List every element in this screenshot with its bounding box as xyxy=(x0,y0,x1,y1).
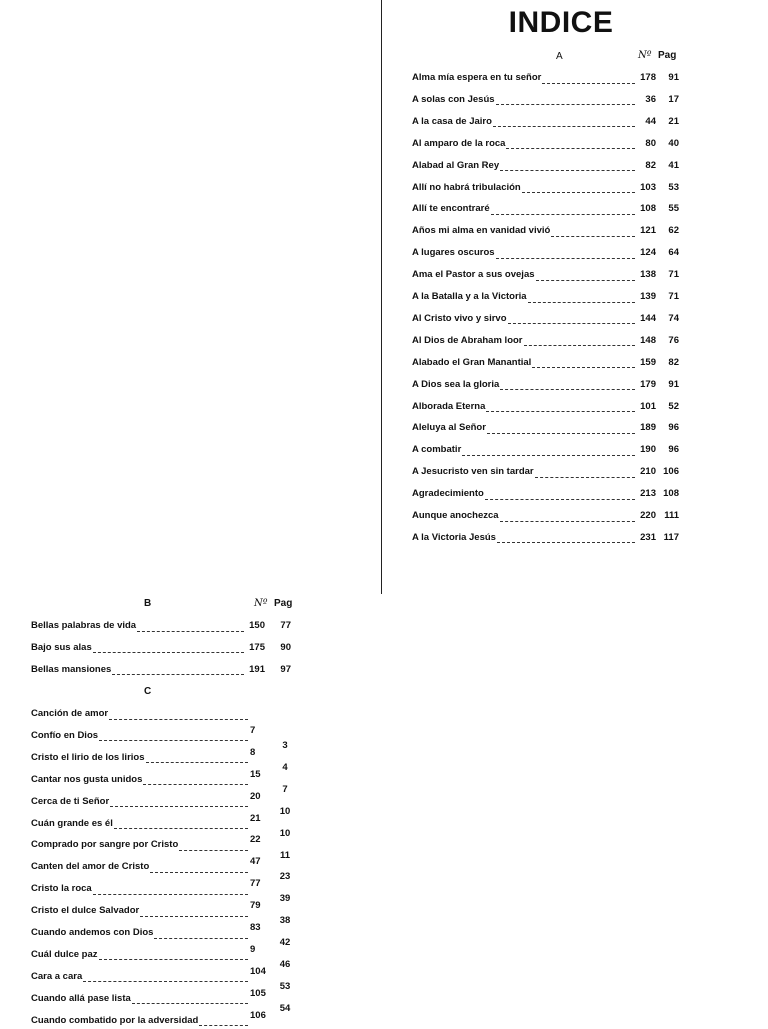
entry-page: 41 xyxy=(668,159,679,171)
entry-title: Canten del amor de Cristo xyxy=(31,861,150,873)
index-row xyxy=(31,620,265,634)
index-row xyxy=(412,225,656,239)
index-row xyxy=(31,861,249,875)
entry-title: Cantar nos gusta unidos xyxy=(31,773,143,785)
entry-title: Canción de amor xyxy=(31,708,109,719)
entry-title: A la Victoria Jesús xyxy=(412,531,496,543)
index-row xyxy=(31,796,249,810)
dot-leader xyxy=(500,381,635,390)
entry-title: Al Dios de Abraham loor xyxy=(412,334,523,346)
dot-leader xyxy=(143,776,248,785)
index-row xyxy=(31,642,265,656)
index-row xyxy=(31,971,249,985)
entry-title: Cristo el lirio de los lirios xyxy=(31,751,145,763)
index-row xyxy=(412,422,656,436)
entry-page: 23 xyxy=(279,871,291,883)
section-b-letter: B xyxy=(144,598,152,609)
entry-title: Cuando andemos con Dios xyxy=(31,927,154,938)
dot-leader xyxy=(99,732,248,741)
index-row xyxy=(31,818,249,832)
entry-title: Alabado el Gran Manantial xyxy=(412,356,532,368)
index-row xyxy=(412,72,656,86)
entry-title: Aunque anochezca xyxy=(412,510,499,521)
dot-leader xyxy=(112,666,244,675)
entry-title: A Dios sea la gloria xyxy=(412,378,500,390)
entry-page: 71 xyxy=(668,269,679,281)
entry-number: 80 xyxy=(645,137,656,149)
entry-title: Cuando combatido por la adversidad xyxy=(31,1014,199,1026)
entry-page: 108 xyxy=(663,488,679,500)
entry-title: A solas con Jesús xyxy=(412,93,495,105)
entry-number: 8 xyxy=(250,746,256,758)
dot-leader xyxy=(496,250,635,259)
entry-number: 210 xyxy=(640,466,656,478)
entry-title: Alabad al Gran Rey xyxy=(412,159,500,171)
section-b-page-header: Pag xyxy=(274,598,293,609)
index-row xyxy=(31,708,249,722)
entry-title: Cara a cara xyxy=(31,970,83,982)
entry-title: Al amparo de la roca xyxy=(412,137,506,149)
dot-leader xyxy=(508,315,635,324)
section-a-number-header: Nº xyxy=(638,50,652,61)
entry-title: Cuál dulce paz xyxy=(31,948,98,960)
dot-leader xyxy=(140,908,248,917)
entry-number: 148 xyxy=(640,334,656,346)
index-row xyxy=(412,379,656,393)
entry-number: 178 xyxy=(640,72,656,83)
index-row xyxy=(412,466,656,480)
entry-title: Bellas palabras de vida xyxy=(31,620,137,631)
entry-page: 55 xyxy=(668,203,679,215)
entry-title: Agradecimiento xyxy=(412,488,484,500)
entry-page: 96 xyxy=(668,444,679,456)
dot-leader xyxy=(493,118,635,127)
index-row xyxy=(412,313,656,327)
entry-number: 144 xyxy=(640,312,656,324)
index-row xyxy=(31,949,249,963)
index-row xyxy=(412,138,656,152)
index-row xyxy=(412,116,656,130)
entry-page: 91 xyxy=(668,72,679,83)
dot-leader xyxy=(146,754,249,763)
entry-title: Alma mía espera en tu señor xyxy=(412,72,542,83)
entry-title: Ama el Pastor a sus ovejas xyxy=(412,269,535,281)
index-row xyxy=(31,927,249,941)
entry-title: Allí no habrá tribulación xyxy=(412,181,521,193)
entry-page: 76 xyxy=(668,334,679,346)
entry-title: Años mi alma en vanidad vivió xyxy=(412,225,551,237)
entry-number: 191 xyxy=(249,663,265,675)
index-row xyxy=(31,839,249,853)
index-row xyxy=(31,883,249,897)
entry-number: 159 xyxy=(640,356,656,368)
entry-page: 91 xyxy=(668,378,679,390)
dot-leader xyxy=(500,513,635,522)
entry-title: Cristo el dulce Salvador xyxy=(31,905,140,917)
dot-leader xyxy=(491,206,635,215)
entry-number: 36 xyxy=(645,93,656,105)
section-b-number-header: Nº xyxy=(254,598,268,609)
index-row xyxy=(412,160,656,174)
entry-number: 189 xyxy=(640,422,656,434)
entry-number: 9 xyxy=(250,943,256,955)
index-row xyxy=(31,664,265,678)
entry-title: Alborada Eterna xyxy=(412,400,486,412)
dot-leader xyxy=(522,184,635,193)
dot-leader xyxy=(150,864,248,873)
dot-leader xyxy=(109,711,248,720)
dot-leader xyxy=(486,403,635,412)
entry-number: 7 xyxy=(250,724,256,736)
entry-page: 11 xyxy=(279,849,291,861)
entry-page: 3 xyxy=(282,740,288,751)
entry-title: Allí te encontraré xyxy=(412,203,490,215)
entry-page: 10 xyxy=(279,805,291,817)
dot-leader xyxy=(535,469,635,478)
entry-page: 4 xyxy=(282,761,288,773)
entry-number: 22 xyxy=(250,834,261,846)
section-c-letter: C xyxy=(144,686,152,697)
dot-leader xyxy=(199,1017,248,1026)
entry-title: Confío en Dios xyxy=(31,729,99,741)
entry-page: 17 xyxy=(668,93,679,105)
dot-leader xyxy=(154,930,248,939)
entry-page: 77 xyxy=(280,620,291,631)
entry-number: 77 xyxy=(250,878,261,890)
entry-number: 150 xyxy=(249,620,265,631)
dot-leader xyxy=(93,886,248,895)
dot-leader xyxy=(83,973,248,982)
entry-page: 54 xyxy=(279,1002,291,1014)
index-row xyxy=(31,774,249,788)
dot-leader xyxy=(93,644,244,653)
entry-number: 15 xyxy=(250,768,261,780)
index-row xyxy=(412,532,656,546)
entry-number: 21 xyxy=(250,812,261,824)
section-a-page-header: Pag xyxy=(658,50,677,61)
entry-title: Al Cristo vivo y sirvo xyxy=(412,312,507,324)
entry-page: 46 xyxy=(279,959,291,970)
entry-title: Cristo la roca xyxy=(31,883,92,895)
divider-line xyxy=(381,0,382,594)
entry-title: Comprado por sangre por Cristo xyxy=(31,839,179,851)
index-row xyxy=(412,247,656,261)
entry-page: 53 xyxy=(279,980,291,992)
entry-title: Cuando allá pase lista xyxy=(31,992,131,1004)
entry-page: 53 xyxy=(668,181,679,193)
entry-page: 90 xyxy=(280,641,291,653)
entry-page: 42 xyxy=(279,937,291,949)
index-row xyxy=(412,357,656,371)
entry-page: 106 xyxy=(663,466,679,478)
entry-title: A combatir xyxy=(412,444,462,456)
index-row xyxy=(412,444,656,458)
entry-page: 38 xyxy=(279,915,291,927)
dot-leader xyxy=(485,491,635,500)
entry-title: Aleluya al Señor xyxy=(412,422,486,434)
entry-page: 117 xyxy=(663,531,679,543)
entry-page: 39 xyxy=(279,893,291,905)
entry-page: 111 xyxy=(664,510,679,521)
page-title: INDICE xyxy=(508,6,614,39)
index-row xyxy=(31,905,249,919)
entry-number: 138 xyxy=(640,269,656,281)
index-row xyxy=(31,1015,249,1029)
entry-number: 124 xyxy=(640,247,656,259)
entry-number: 103 xyxy=(640,181,656,193)
dot-leader xyxy=(532,359,635,368)
entry-page: 96 xyxy=(668,422,679,434)
index-row xyxy=(412,291,656,305)
entry-title: A lugares oscuros xyxy=(412,247,495,259)
entry-number: 79 xyxy=(250,900,261,912)
entry-title: Bellas mansiones xyxy=(31,663,112,675)
entry-page: 21 xyxy=(668,115,679,127)
entry-number: 83 xyxy=(250,922,261,933)
dot-leader xyxy=(99,951,248,960)
dot-leader xyxy=(497,534,635,543)
entry-number: 231 xyxy=(640,531,656,543)
index-row xyxy=(412,401,656,415)
dot-leader xyxy=(487,425,635,434)
entry-number: 220 xyxy=(640,510,656,521)
section-a-letter: A xyxy=(556,51,563,62)
entry-number: 20 xyxy=(250,790,261,802)
index-row xyxy=(412,269,656,283)
index-row xyxy=(412,182,656,196)
dot-leader xyxy=(536,272,635,281)
index-row xyxy=(412,335,656,349)
entry-number: 44 xyxy=(645,115,656,127)
entry-page: 40 xyxy=(668,137,679,149)
entry-page: 74 xyxy=(668,312,679,324)
index-row xyxy=(412,94,656,108)
entry-title: A la casa de Jairo xyxy=(412,115,492,127)
entry-number: 121 xyxy=(640,225,656,237)
entry-number: 101 xyxy=(640,400,656,412)
entry-number: 47 xyxy=(250,856,261,868)
dot-leader xyxy=(528,294,635,303)
dot-leader xyxy=(506,140,635,149)
index-row xyxy=(412,488,656,502)
entry-page: 62 xyxy=(668,225,679,237)
entry-page: 97 xyxy=(280,663,291,675)
index-row xyxy=(412,203,656,217)
dot-leader xyxy=(462,447,635,456)
entry-title: Cuán grande es él xyxy=(31,817,113,829)
entry-title: Cerca de ti Señor xyxy=(31,795,110,807)
entry-page: 71 xyxy=(668,291,679,302)
entry-page: 64 xyxy=(668,247,679,259)
entry-number: 139 xyxy=(640,291,656,302)
index-row xyxy=(412,510,656,524)
dot-leader xyxy=(132,995,248,1004)
dot-leader xyxy=(500,162,635,171)
entry-number: 179 xyxy=(640,378,656,390)
entry-number: 108 xyxy=(640,203,656,215)
entry-number: 190 xyxy=(640,444,656,456)
entry-page: 52 xyxy=(668,400,679,412)
dot-leader xyxy=(524,337,636,346)
entry-page: 82 xyxy=(668,356,679,368)
entry-title: A Jesucristo ven sin tardar xyxy=(412,466,534,478)
entry-title: Bajo sus alas xyxy=(31,641,92,653)
dot-leader xyxy=(179,842,248,851)
dot-leader xyxy=(114,820,248,829)
dot-leader xyxy=(496,96,635,105)
entry-number: 106 xyxy=(250,1009,266,1021)
dot-leader xyxy=(137,623,244,632)
entry-number: 104 xyxy=(250,965,266,977)
dot-leader xyxy=(551,228,635,237)
entry-title: A la Batalla y a la Victoria xyxy=(412,291,527,302)
index-row xyxy=(31,752,249,766)
dot-leader xyxy=(542,75,635,84)
dot-leader xyxy=(110,798,248,807)
entry-page: 10 xyxy=(279,827,291,839)
entry-number: 213 xyxy=(640,488,656,500)
entry-number: 175 xyxy=(249,641,265,653)
index-row xyxy=(31,730,249,744)
entry-number: 82 xyxy=(645,159,656,171)
entry-number: 105 xyxy=(250,987,266,999)
index-row xyxy=(31,993,249,1007)
entry-page: 7 xyxy=(282,783,288,795)
